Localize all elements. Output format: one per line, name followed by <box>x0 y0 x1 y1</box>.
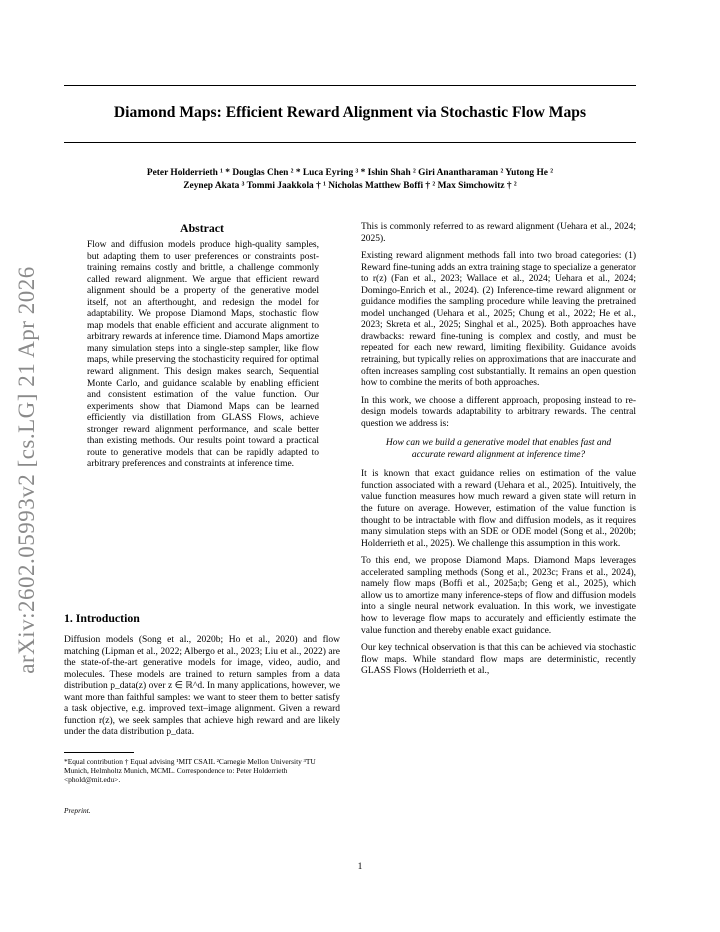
intro-paragraph-1: Diffusion models (Song et al., 2020b; Ho et al., 2020) and flow matching (Lipman et al., 2022; Albergo et al., 2023; Liu et al., 2022) are the state-of-the-art generative models for image, video, audio, and molecules. These models are trained to return samples from a data distribution p_data(z) over z ∈ ℝ^d. In many applications, however, we want more than faithful samples: we want to steer them to better satisfy a task objective, e.g. improved text–image alignment. Given a reward function r(z), we seek samples that achieve high reward and are likely under the data distribution p_data. <box>64 635 340 738</box>
authors-line-1: Peter Holderrieth ¹ * Douglas Chen ² * Luca Eyring ³ * Ishin Shah ² Giri Anantharaman ² Yutong He ² <box>146 168 554 178</box>
introduction-column <box>64 635 340 739</box>
author-list <box>70 167 630 192</box>
footnote: *Equal contribution † Equal advising ¹MIT CSAIL ²Carnegie Mellon University ³TU Munich, Helmholtz Munich, MCML. Correspondence to: Peter Holderrieth <phold@mit.edu>. <box>64 757 316 785</box>
right-paragraph-3: In this work, we choose a different approach, proposing instead to re-design models towards adaptability to arbitrary rewards. The central question we address is: <box>361 395 636 429</box>
arxiv-sidebar <box>0 240 54 700</box>
title-rule-top <box>64 85 636 86</box>
paper-title: Diamond Maps: Efficient Reward Alignment via Stochastic Flow Maps <box>113 104 587 121</box>
right-paragraph-5: To this end, we propose Diamond Maps. Diamond Maps leverages accelerated sampling methods (Song et al., 2023c; Frans et al., 2024), namely flow maps (Boffi et al., 2025a;b; Geng et al., 2025), which allow us to amortize many inference-steps of flow and diffusion models into a single neural network evaluation. In this work, we investigate how to leverage flow maps to accurately and efficiently estimate the value function and thereby enable exact guidance. <box>361 556 636 636</box>
title-rule-bottom <box>64 142 636 143</box>
arxiv-identifier: arXiv:2602.05993v2 [cs.LG] 21 Apr 2026 <box>14 266 39 674</box>
authors-line-2: Zeynep Akata ³ Tommi Jaakkola † ¹ Nicholas Matthew Boffi † ² Max Simchowitz † ² <box>183 180 517 191</box>
central-question: How can we build a generative model that enables fast and accurate reward alignment at inference time? <box>385 438 612 460</box>
right-paragraph-6: Our key technical observation is that this can be achieved via stochastic flow maps. While standard flow maps are deterministic, recently GLASS Flows (Holderrieth et al., <box>361 643 636 677</box>
footnote-rule <box>64 752 134 753</box>
preprint-label: Preprint. <box>64 806 91 815</box>
page-number: 1 <box>357 862 363 872</box>
right-paragraph-1: This is commonly referred to as reward alignment (Uehara et al., 2024; 2025). <box>361 222 636 244</box>
abstract-heading: Abstract <box>180 221 224 235</box>
right-paragraph-4: It is known that exact guidance relies on estimation of the value function associated with a reward (Uehara et al., 2025). Intuitively, the value function measures how much reward a given state will return in the future on average. However, estimation of the value function is thought to be intractable with flow and diffusion models, as it requires many simulation steps with an SDE or ODE model (Song et al., 2020b; Holderrieth et al., 2025). We challenge this assumption in this work. <box>361 469 636 549</box>
right-paragraph-2: Existing reward alignment methods fall into two broad categories: (1) Reward fine-tuning adds an extra training stage to specialize a generator to r(z) (Fan et al., 2023; Wallace et al., 2024; Uehara et al., 2024; Domingo-Enrich et al., 2024). (2) Inference-time reward alignment or guidance modifies the sampling procedure while leaving the pretrained model unchanged (Uehara et al., 2025; Chung et al., 2022; He et al., 2023; Skreta et al., 2025; Singhal et al., 2025). Both approaches have drawbacks: reward fine-tuning is complex and costly, and must be repeated for each new reward, limiting flexibility. Guidance avoids retraining, but typically relies on approximations that are inaccurate and often increases sampling cost substantially. It remains an open question how to combine the merits of both approaches. <box>361 251 636 389</box>
introduction-heading: 1. Introduction <box>64 611 140 625</box>
right-column <box>361 222 636 678</box>
abstract-text: Flow and diffusion models produce high-quality samples, but adapting them to user preferences or constraints post-training remains costly and brittle, a challenge commonly called reward alignment. We argue that efficient reward alignment should be a property of the generative model itself, not an afterthought, and redesign the model for adaptability. We propose Diamond Maps, stochastic flow map models that enable efficient and accurate alignment to arbitrary rewards at inference time. Diamond Maps amortize many simulation steps into a single-step sampler, like flow maps, while preserving the stochasticity required for optimal reward alignment. This design makes search, Sequential Monte Carlo, and guidance scalable by enabling efficient and consistent estimation of the value function. Our experiments show that Diamond Maps can be learned efficiently via distillation from GLASS Flows, achieve stronger reward alignment performance, and scale better than existing methods. Our results point toward a practical route to generative models that can be rapidly adapted to arbitrary preferences and constraints at inference time. <box>87 240 319 470</box>
